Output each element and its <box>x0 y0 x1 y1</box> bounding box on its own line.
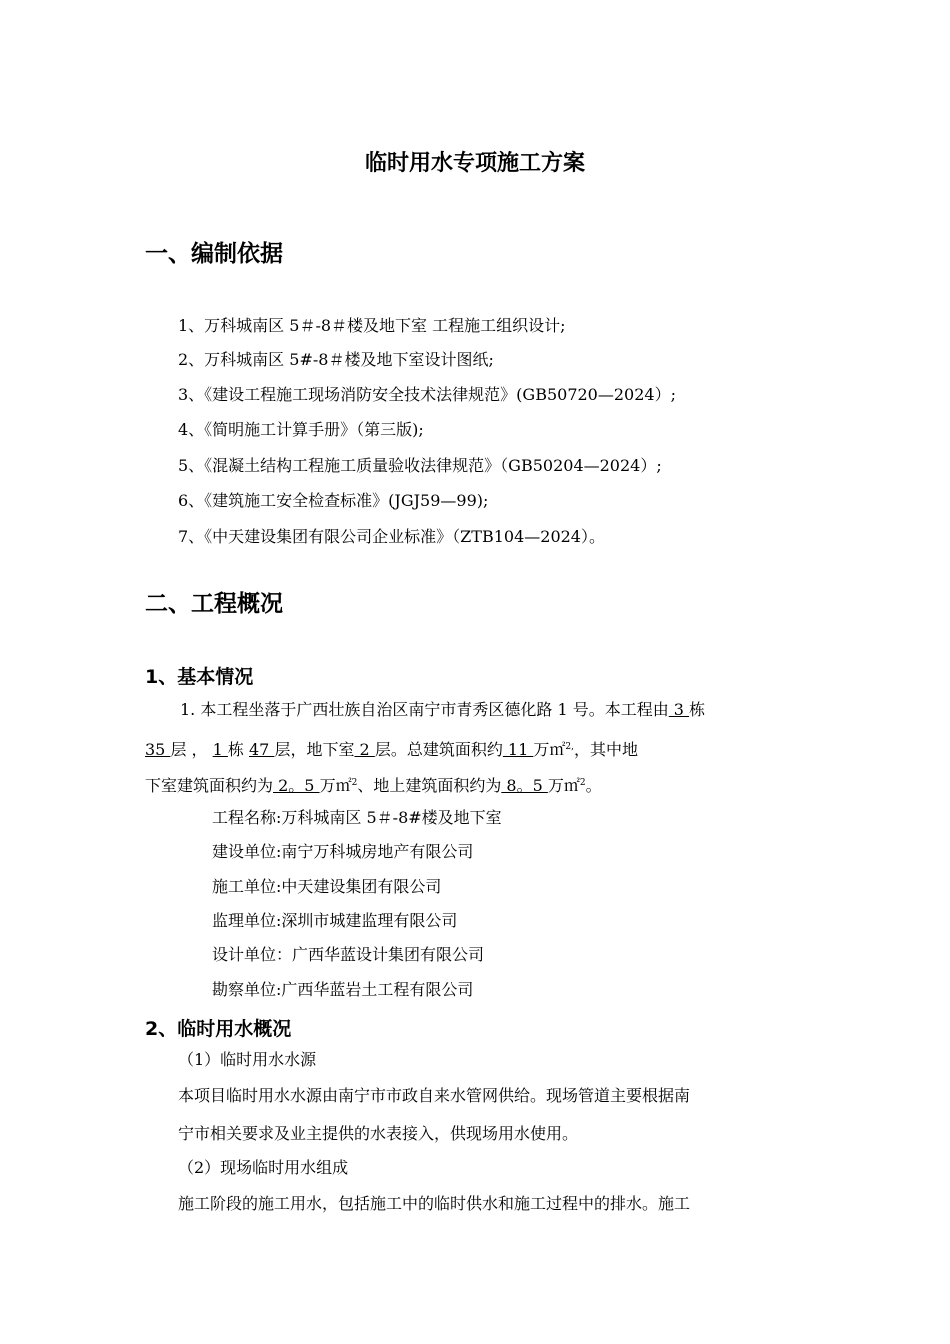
water-source-text-line2: 宁市相关要求及业主提供的水表接入，供现场用水使用。 <box>178 1124 579 1143</box>
basic-paragraph-line3: 下室建筑面积约为 2。5 万㎡$^2$、地上建筑面积约为 8。5 万㎡$^2$。 <box>145 776 602 795</box>
subsection-heading-basic: 1、基本情况 <box>145 666 254 688</box>
section-heading-overview: 二、工程概况 <box>145 591 283 617</box>
water-source-heading: （1）临时用水水源 <box>178 1050 317 1069</box>
document-title: 临时用水专项施工方案 <box>364 151 585 176</box>
reference-item: 6、《建筑施工安全检查标准》(JGJ59—99); <box>178 491 489 510</box>
water-source-text-line1: 本项目临时用水水源由南宁市市政自来水管网供给。现场管道主要根据南 <box>178 1086 691 1105</box>
info-owner: 建设单位:南宁万科城房地产有限公司 <box>212 842 474 861</box>
reference-item: 5、《混凝土结构工程施工质量验收法律规范》（GB50204—2024）; <box>178 456 662 475</box>
info-surveyor: 勘察单位:广西华蓝岩土工程有限公司 <box>212 980 474 999</box>
reference-item: 7、《中天建设集团有限公司企业标准》（ZTB104—2024）。 <box>178 527 605 546</box>
basic-paragraph-line2: 35 层 ， 1 栋 47 层，地下室 2 层。总建筑面积约 11 万㎡$^{2,}$，其中地 <box>145 740 638 759</box>
reference-item: 3、《建设工程施工现场消防安全技术法律规范》(GB50720—2024）; <box>178 385 676 404</box>
aboveground-area-value: 8。5 <box>501 776 548 795</box>
building-count-value: 3 <box>668 700 690 719</box>
info-contractor: 施工单位:中天建设集团有限公司 <box>212 877 442 896</box>
underground-area-value: 2。5 <box>273 776 320 795</box>
reference-item: 4、《简明施工计算手册》（第三版); <box>178 420 424 439</box>
reference-item: 2、万科城南区 5#-8＃楼及地下室设计图纸; <box>178 350 494 369</box>
section-heading-basis: 一、编制依据 <box>145 241 283 267</box>
water-composition-heading: （2）现场临时用水组成 <box>178 1158 349 1177</box>
basic-paragraph-line1: 1. 本工程坐落于广西壮族自治区南宁市青秀区德化路 1 号。本工程由 3 栋 <box>180 700 706 719</box>
subsection-heading-water: 2、临时用水概况 <box>145 1018 292 1040</box>
info-supervisor: 监理单位:深圳市城建监理有限公司 <box>212 911 458 930</box>
basement-floors-value: 2 <box>354 740 375 759</box>
water-composition-text-line1: 施工阶段的施工用水，包括施工中的临时供水和施工过程中的排水。施工 <box>178 1194 691 1213</box>
total-area-value: 11 <box>502 740 534 759</box>
info-designer: 设计单位：广西华蓝设计集团有限公司 <box>212 945 485 964</box>
reference-item: 1、万科城南区 5＃-8＃楼及地下室 工程施工组织设计; <box>178 316 566 335</box>
info-project-name: 工程名称:万科城南区 5＃-8#楼及地下室 <box>212 808 502 827</box>
